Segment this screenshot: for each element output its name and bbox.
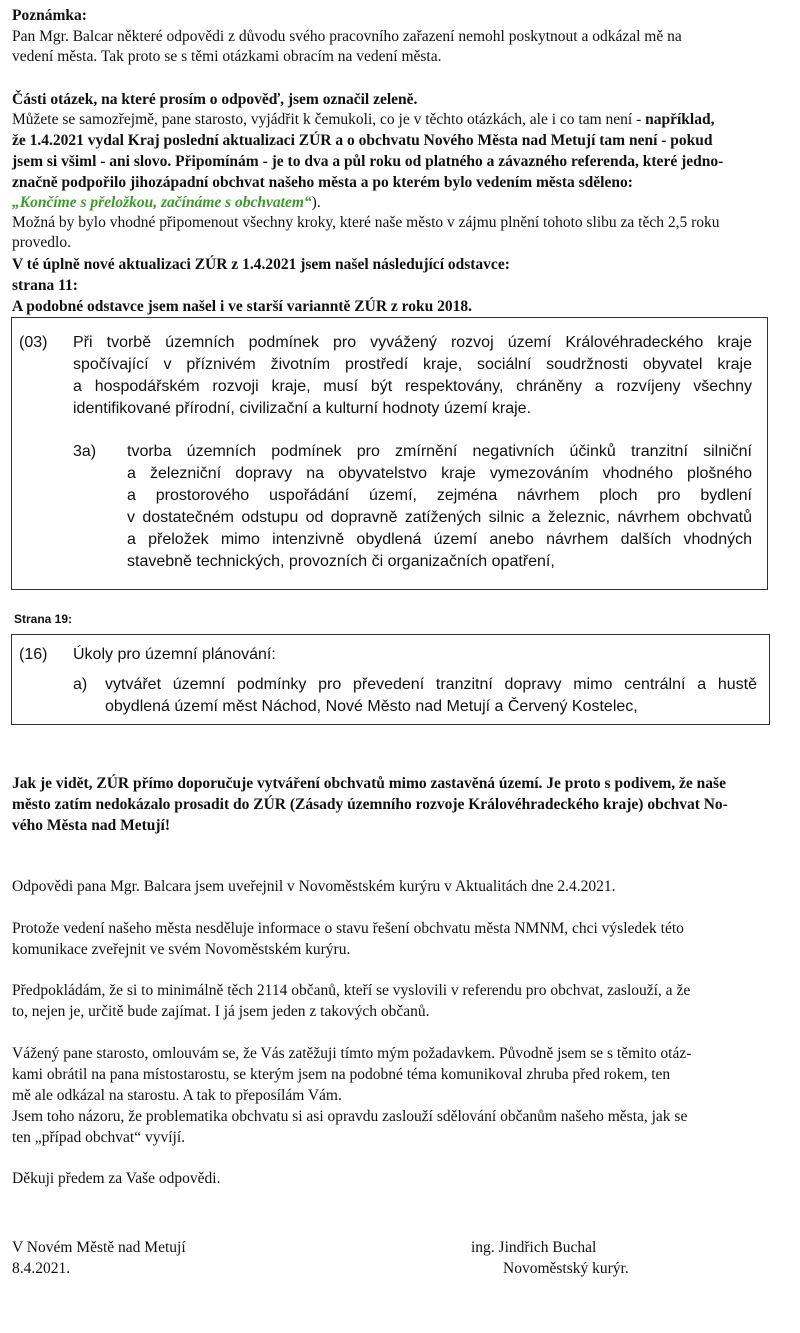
subparagraph-line: a prostorového uspořádání území, zejména návrhem ploch pro bydlení (127, 487, 752, 504)
intro-bold-line: značně podpořilo jihozápadní obchvat našeho města a po kterém bylo vedením města sděleno: (12, 174, 633, 191)
intro-emphasis: například, (645, 111, 715, 128)
subparagraph-line: vytvářet územní podmínky pro převedení tranzitní dopravy mimo centrální a hustě (105, 676, 757, 693)
paragraph-line: Jsem toho názoru, že problematika obchvatu si asi opravdu zaslouží sdělování občanům našeho města, jak se (12, 1108, 688, 1125)
paragraph-line: a hospodářském rozvoji kraje, musí být respektovány, chráněny a rozvíjeny všechny (73, 378, 752, 395)
subparagraph-number: 3a) (73, 443, 97, 460)
page-ref: strana 11: (12, 277, 78, 294)
subparagraph-line: a přeložek mimo intenzivně obydlená území anebo návrhem dalších vhodných (127, 531, 752, 548)
note-heading: Poznámka: (12, 7, 87, 24)
after-line: provedlo. (12, 234, 71, 251)
thanks-line: Děkuji předem za Vaše odpovědi. (12, 1170, 221, 1187)
paragraph-line: mě ale odkázal na starostu. A tak to přeposílám Vám. (12, 1087, 342, 1104)
subparagraph-line: v dostatečném odstupu od dopravně zatížených silnic a železnic, návrhem obchvatů (127, 509, 752, 526)
paragraph-line: Vážený pane starosto, omlouvám se, že Vás zatěžuji tímto mým požadavkem. Původně jsem se s těmito otáz- (12, 1045, 692, 1062)
green-marked-heading: Části otázek, na které prosím o odpověď, jsem označil zeleně. (12, 91, 418, 108)
after-line: Možná by bylo vhodné připomenout všechny kroky, které naše město v zájmu plnění tohoto slibu za těch 2,5 roku (12, 214, 720, 231)
intro-line (12, 109, 714, 130)
paragraph-line: Předpokládám, že si to minimálně těch 2114 občanů, kteří se vyslovili v referendu pro obchvat, zaslouží, a že (12, 982, 691, 999)
paragraph-line: Protože vedení našeho města nesděluje informace o stavu řešení obchvatu města NMNM, chci výsledek této (12, 920, 684, 937)
paragraph-text (73, 332, 752, 420)
page-ref-19: Strana 19: (14, 612, 73, 626)
intro-bold-line: že 1.4.2021 vydal Kraj poslední aktualizaci ZÚR a o obchvatu Nového Města nad Metují tam není - pokud (12, 132, 713, 149)
subparagraph-line: a železniční dopravy na obyvatelstvo kraje vymezováním vhodného plošného (127, 465, 752, 482)
intro-text: Můžete se samozřejmě, pane starosto, vyjádřit k čemukoli, co je v těchto otázkách, ale i co tam není - (12, 111, 646, 128)
paragraph-number: (16) (19, 646, 48, 663)
paragraph-line: kami obrátil na pana místostarostu, se kterým jsem na podobné téma komunikoval zhruba před rokem, ten (12, 1066, 671, 1083)
paragraph-line: komunikace zveřejnit ve svém Novoměstském kurýru. (12, 941, 351, 958)
green-quote: „Končíme s přeložkou, začínáme s obchvatem“ (12, 194, 312, 211)
published-note: Odpovědi pana Mgr. Balcara jsem uveřejnil v Novoměstském kurýru v Aktualitách dne 2.4.2021. (12, 878, 616, 895)
subparagraph-number: a) (73, 676, 88, 693)
quote-end: ). (311, 194, 321, 211)
paragraph-line: to, nejen je, určitě bude zajímat. I já jsem jeden z takových občanů. (12, 1003, 430, 1020)
found-line: A podobné odstavce jsem našel i ve starší varianntě ZÚR z roku 2018. (12, 298, 472, 315)
found-line: V té úplně nové aktualizaci ZÚR z 1.4.2021 jsem našel následující odstavce: (12, 256, 510, 273)
paragraph-line: spočívající v příznivém životním prostředí kraje, sociální soudržnosti obyvatel kraje (73, 356, 752, 373)
footer-place: V Novém Městě nad Metují (12, 1239, 186, 1256)
note-line: Pan Mgr. Balcar některé odpovědi z důvodu svého pracovního zařazení nemohl poskytnout a odkázal mě na (12, 28, 682, 45)
quote-line (12, 192, 321, 213)
subparagraph-text (127, 441, 752, 573)
paragraph-title: Úkoly pro územní plánování: (73, 646, 276, 663)
signature-name: ing. Jindřich Buchal (471, 1239, 597, 1256)
excerpt-box-page-19 (11, 634, 770, 725)
paragraph-line: identifikované přírodní, civilizační a kulturní hodnoty území kraje. (73, 400, 532, 417)
signature-org: Novoměstský kurýr. (503, 1260, 629, 1277)
subparagraph-line: stavebně technických, provozních či organizačních opatření, (127, 553, 555, 570)
paragraph-line: Při tvorbě územních podmínek pro vyvážený rozvoj území Královéhradeckého kraje (73, 334, 752, 351)
intro-bold-line: jsem si všiml - ani slovo. Připomínám - je to dva a půl roku od platného a závazného referenda, které jedno- (12, 153, 724, 170)
subparagraph-line: tvorba územních podmínek pro zmírnění negativních účinků tranzitní silniční (127, 443, 752, 460)
paragraph-line: ten „případ obchvat“ vyvíjí. (12, 1129, 186, 1146)
excerpt-box-page-11 (11, 317, 768, 590)
conclusion-line: Jak je vidět, ZÚR přímo doporučuje vytváření obchvatů mimo zastavěná území. Je proto s podivem, že naše (12, 775, 726, 792)
footer-date: 8.4.2021. (12, 1260, 71, 1277)
note-line: vedení města. Tak proto se s těmi otázkami obracím na vedení města. (12, 48, 442, 65)
subparagraph-line: obydlená území měst Náchod, Nové Město nad Metují a Červený Kostelec, (105, 698, 638, 715)
subparagraph-text (105, 674, 757, 718)
conclusion-line: město zatím nedokázalo prosadit do ZÚR (Zásady územního rozvoje Královéhradeckého kraje) obchvat No- (12, 796, 728, 813)
paragraph-number: (03) (19, 334, 48, 351)
conclusion-line: vého Města nad Metují! (12, 817, 170, 834)
